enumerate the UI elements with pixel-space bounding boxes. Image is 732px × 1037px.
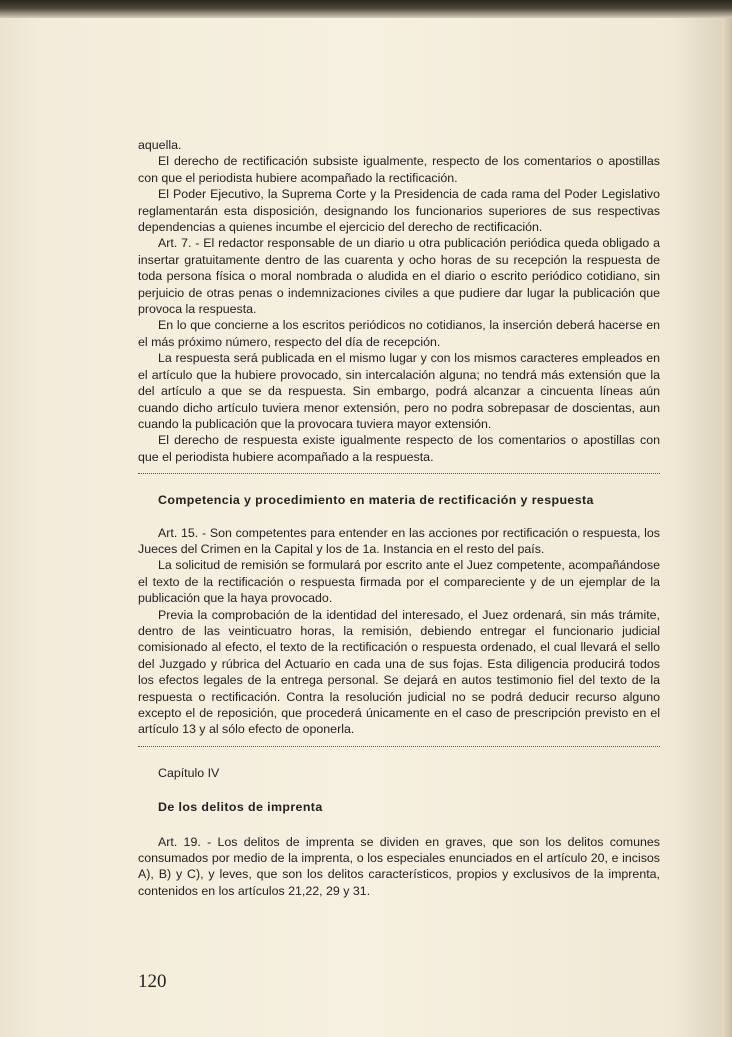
page-number: 120	[138, 971, 167, 992]
paragraph: Art. 15. - Son competentes para entender en las acciones por rectificación o respuesta, los Jueces del Crimen en la Capital y los de 1a. Instancia en el resto del país.	[138, 525, 660, 556]
paragraph: La solicitud de remisión se formulará por escrito ante el Juez competente, acompañándose el texto de la rectificación o respuesta firmada por el compareciente y de un ejemplar de la publicación que la haya provocado.	[138, 558, 660, 606]
paragraph: Art. 19. - Los delitos de imprenta se dividen en graves, que son los delitos comunes consumados por medio de la imprenta, o los especiales enunciados en el artículo 20, e incisos A), B) y C), y leves, que son los delitos característicos, propios y exclusivos de la imprenta, contenidos en los artículos 21,22, 29 y 31.	[138, 834, 660, 898]
paragraph-block-1	[138, 137, 660, 465]
chapter-title: De los delitos de imprenta	[158, 800, 323, 815]
paragraph: El derecho de respuesta existe igualmente respecto de los comentarios o apostillas con que el periodista hubiere acompañado a la respuesta.	[138, 433, 660, 464]
page-top-shadow	[0, 0, 732, 20]
paragraph: La respuesta será publicada en el mismo lugar y con los mismos caracteres empleados en el artículo que la hubiere provocado, sin intercalación alguna; no tendrá más extensión que la del artículo a que se da respuesta. Sin embargo, podrá alcanzar a cincuenta líneas aún cuando dicho artículo tuviera menor extensión, pero no podra sobrepasar de doscientas, aun cuando la publicación que la provocara tuviera mayor extensión.	[138, 351, 660, 431]
chapter-label: Capítulo IV	[158, 765, 220, 780]
paragraph: El Poder Ejecutivo, la Suprema Corte y la Presidencia de cada rama del Poder Legislativo reglamentarán esta disposición, designando los funcionarios superiores de sus respectivas dependencias a quienes incumbe el ejercicio del derecho de rectificación.	[138, 187, 660, 235]
dotted-separator	[138, 746, 660, 747]
paragraph-block-3	[138, 834, 660, 900]
paragraph: aquella.	[138, 138, 182, 152]
section-heading: Competencia y procedimiento en materia de rectificación y respuesta	[158, 493, 594, 508]
page-body	[138, 137, 660, 899]
paragraph: El derecho de rectificación subsiste igualmente, respecto de los comentarios o apostillas con que el periodista hubiere acompañado la rectificación.	[138, 154, 660, 185]
paragraph: En lo que concierne a los escritos periódicos no cotidianos, la inserción deberá hacerse en el más próximo número, respecto del día de recepción.	[138, 318, 660, 349]
paragraph-block-2	[138, 525, 660, 738]
paragraph: Previa la comprobación de la identidad del interesado, el Juez ordenará, sin más trámite, dentro de las veinticuatro horas, la remisión, debiendo entregar el funcionario judicial comisionado al efecto, el texto de la rectificación o respuesta ordenado, el cual llevará el sello del Juzgado y rúbrica del Actuario en cada una de sus fojas. Esta diligencia producirá todos los efectos legales de la entrega personal. Se dejará en autos testimonio fiel del texto de la respuesta o rectificación. Contra la resolución judicial no se podrá deducir recurso alguno excepto el de reposición, que procederá únicamente en el caso de prescripción previsto en el artículo 13 y al sólo efecto de oponerla.	[138, 607, 660, 737]
dotted-separator	[138, 473, 660, 474]
paragraph: Art. 7. - El redactor responsable de un diario u otra publicación periódica queda obligado a insertar gratuitamente dentro de las cuarenta y ocho horas de su recepción la respuesta de toda persona física o moral nombrada o aludida en el diario o escrito periódico cotidiano, sin perjuicio de otras penas o indemnizaciones civiles a que pudiere dar lugar la publicación que provoca la respuesta.	[138, 236, 660, 317]
page-right-edge	[722, 18, 732, 1037]
